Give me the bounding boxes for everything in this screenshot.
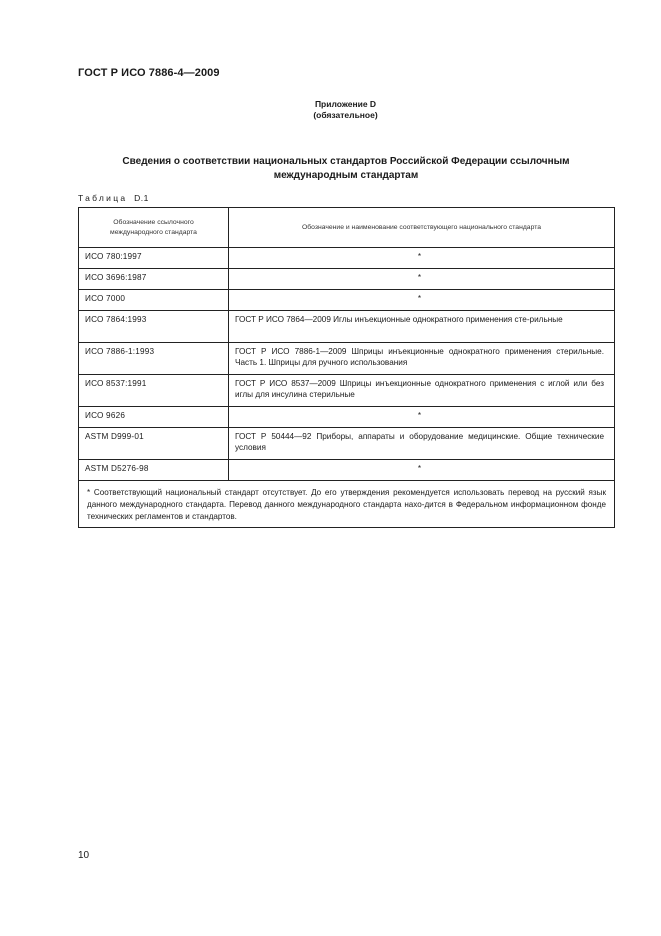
national-standard: ГОСТ Р ИСО 7886-1—2009 Шприцы инъекционные однократного применения стерильные. Часть 1. Шприцы для ручного использования xyxy=(229,343,615,375)
national-standard: * xyxy=(229,290,615,311)
national-standard: * xyxy=(229,248,615,269)
national-standard: ГОСТ Р 50444—92 Приборы, аппараты и оборудование медицинские. Общие технические условия xyxy=(229,428,615,460)
international-code: ИСО 3696:1987 xyxy=(79,269,229,290)
international-code: ASTM D999-01 xyxy=(79,428,229,460)
table-footnote: * Соответствующий национальный стандарт отсутствует. До его утверждения рекомендуется использовать перевод на русский язык данного международного стандарта. Перевод данного международного стандарта нахо-дится в Федеральном информационном фонде технических регламентов и стандартов. xyxy=(79,481,615,528)
section-title xyxy=(78,155,614,183)
national-standard: ГОСТ Р ИСО 7864—2009 Иглы инъекционные однократного применения сте-рильные xyxy=(229,311,615,343)
national-standard: * xyxy=(229,407,615,428)
international-code: ИСО 7000 xyxy=(79,290,229,311)
appendix-title: Приложение D xyxy=(314,99,377,109)
appendix-status: (обязательное) xyxy=(313,110,378,120)
international-code: ИСО 7886-1:1993 xyxy=(79,343,229,375)
table-row xyxy=(79,460,615,481)
appendix-heading xyxy=(0,99,661,121)
table-row xyxy=(79,311,615,343)
section-title-line-1: Сведения о соответствии национальных стандартов Российской Федерации ссылочным xyxy=(122,156,570,167)
international-code: ASTM D5276-98 xyxy=(79,460,229,481)
table-row xyxy=(79,375,615,407)
table-caption-label: Таблица xyxy=(78,193,128,203)
international-code: ИСО 9626 xyxy=(79,407,229,428)
international-code: ИСО 8537:1991 xyxy=(79,375,229,407)
standards-correspondence-table xyxy=(78,207,615,528)
table-row xyxy=(79,428,615,460)
page-number: 10 xyxy=(78,850,90,861)
column-header-national: Обозначение и наименование соответствующего национального стандарта xyxy=(229,208,615,248)
section-title-line-2: международным стандартам xyxy=(273,170,419,181)
international-code: ИСО 7864:1993 xyxy=(79,311,229,343)
column-header-international-line-1: Обозначение ссылочного xyxy=(113,218,194,226)
table-row xyxy=(79,248,615,269)
table-row xyxy=(79,269,615,290)
table-row xyxy=(79,407,615,428)
table-row xyxy=(79,290,615,311)
table-row xyxy=(79,343,615,375)
table-footnote-row xyxy=(79,481,615,528)
table-header-row xyxy=(79,208,615,248)
international-code: ИСО 780:1997 xyxy=(79,248,229,269)
document-header: ГОСТ Р ИСО 7886-4—2009 xyxy=(78,67,220,79)
table-caption xyxy=(78,193,149,203)
column-header-international-line-2: международного стандарта xyxy=(110,228,197,236)
column-header-international xyxy=(79,208,229,248)
national-standard: * xyxy=(229,269,615,290)
national-standard: ГОСТ Р ИСО 8537—2009 Шприцы инъекционные однократного применения с иглой или без иглы для инсулина стерильные xyxy=(229,375,615,407)
national-standard: * xyxy=(229,460,615,481)
table-caption-number: D.1 xyxy=(134,193,149,203)
